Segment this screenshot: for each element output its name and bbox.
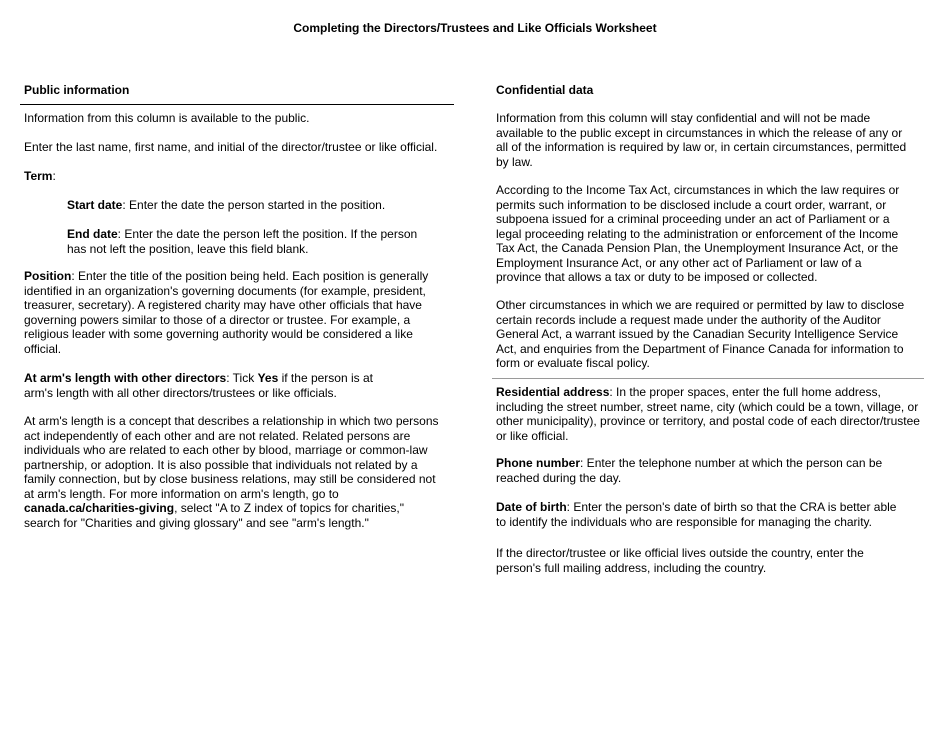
confidential-data-heading: Confidential data bbox=[496, 83, 594, 97]
name-instruction: Enter the last name, first name, and initial of the director/trustee or like official. bbox=[24, 140, 438, 154]
page-title: Completing the Directors/Trustees and Like Officials Worksheet bbox=[293, 21, 657, 35]
public-heading-divider bbox=[20, 104, 454, 105]
public-intro: Information from this column is available to the public. bbox=[24, 111, 310, 125]
term-label: Term: bbox=[24, 169, 56, 183]
date-of-birth-instruction: Date of birth: Enter the person's date of birth so that the CRA is better able to identify the individuals who are responsible for managing the charity. bbox=[496, 500, 897, 529]
end-date-instruction: End date: Enter the date the person left the position. If the person has not left the position, leave this field blank. bbox=[67, 227, 418, 256]
public-information-heading: Public information bbox=[24, 83, 130, 97]
position-instruction: Position: Enter the title of the position being held. Each position is generally identified in an organization's governing documents (for example, president, treasurer, secretary). A registered charity may have other officials that have governing powers similar to those of a director or trustee. For example, a religious leader with some governing authority would be considered a like official. bbox=[24, 269, 429, 356]
arms-length-explanation: At arm's length is a concept that describes a relationship in which two persons act independently of each other and are not related. Related persons are individuals who are related to each other by blood, marriage or common-law partnership, or adoption. It is also possible that individuals not related by a family connection, but by close business relations, may still be considered not at arm's length. For more information on arm's length, go to canada.ca/charities-giving, select "A to Z index of topics for charities," search for "Charities and giving glossary" and see "arm's length." bbox=[24, 414, 439, 530]
charities-giving-link[interactable]: canada.ca/charities-giving bbox=[24, 501, 175, 515]
outside-country-instruction: If the director/trustee or like official lives outside the country, enter the person's full mailing address, including the country. bbox=[496, 546, 864, 575]
confidential-intro: Information from this column will stay confidential and will not be made available to the public except in circumstances in which the release of any or all of the information is required by law or, in certain circumstances, permitted by law. bbox=[496, 111, 907, 169]
residential-address-instruction: Residential address: In the proper spaces, enter the full home address, including the street number, street name, city (which could be a town, village, or other municipality), province or territory, and postal code of each director/trustee or like official. bbox=[496, 385, 920, 443]
start-date-instruction: Start date: Enter the date the person started in the position. bbox=[67, 198, 386, 212]
income-tax-act-paragraph: According to the Income Tax Act, circumstances in which the law requires or permits such information to be disclosed include a court order, warrant, or subpoena issued for a criminal proceeding under an act of Parliament or a legal proceeding relating to the administration or enforcement of the Income Tax Act, the Canada Pension Plan, the Unemployment Insurance Act, or the Employment Insurance Act, or any other act of Parliament or law of a province that allows a tax or duty to be imposed or collected. bbox=[496, 183, 900, 284]
arms-length-instruction: At arm's length with other directors: Tick Yes if the person is at arm's length with all other directors/trustees or like officials. bbox=[24, 371, 373, 400]
confidential-divider bbox=[492, 378, 924, 379]
other-circumstances-paragraph: Other circumstances in which we are required or permitted by law to disclose certain records include a request made under the authority of the Auditor General Act, a warrant issued by the Canadian Security Intelligence Service Act, and enquiries from the Department of Finance Canada for information to form or evaluate fiscal policy. bbox=[496, 298, 905, 370]
phone-number-instruction: Phone number: Enter the telephone number at which the person can be reached during the day. bbox=[496, 456, 883, 485]
